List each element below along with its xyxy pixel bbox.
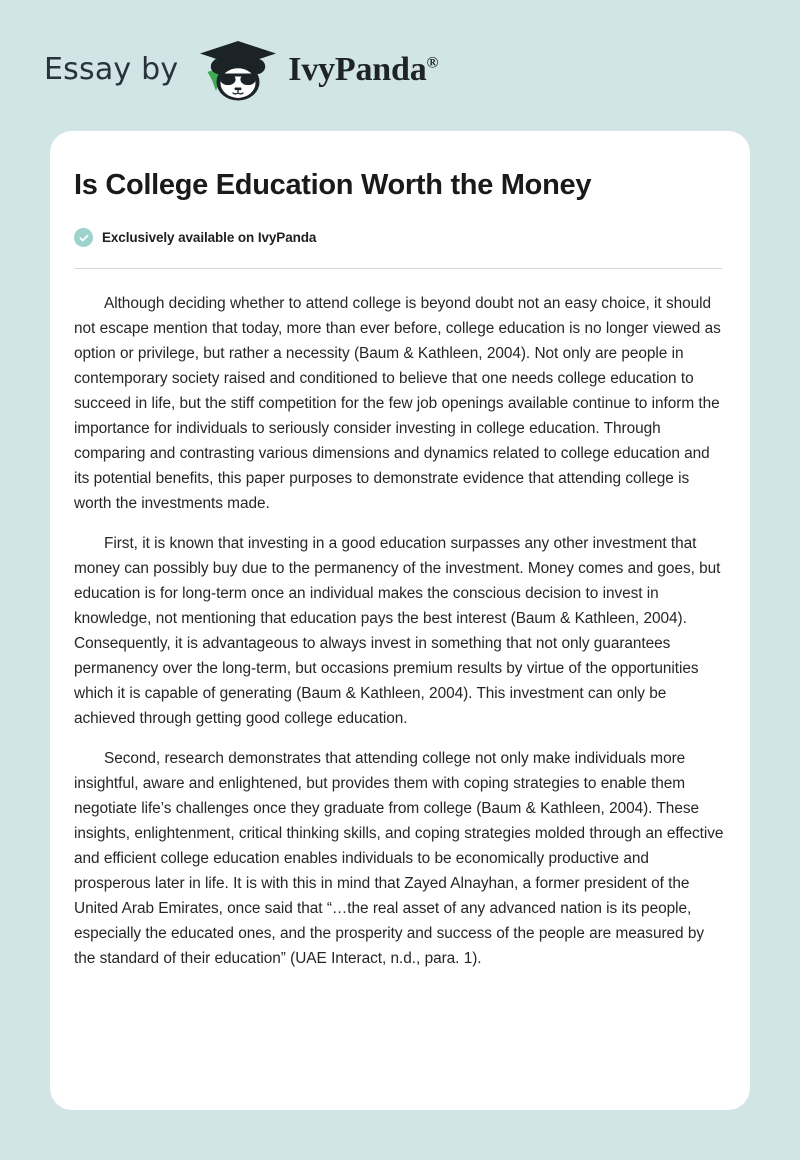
ivypanda-wordmark-text: IvyPanda [288, 51, 427, 88]
essay-paragraph: Although deciding whether to attend college is beyond doubt not an easy choice, it should not escape mention that today, more than ever before, college education is no longer viewed as option or privilege, but rather a necessity (Baum & Kathleen, 2004). Not only are people in contemporary society raised and conditioned to believe that one needs college education to succeed in life, but the stiff competition for the few job openings available continue to inform the importance for individuals to seriously consider investing in college education. Through comparing and contrasting various dimensions and dynamics related to college education and its potential benefits, this paper purposes to demonstrate evidence that attending college is worth the investments made. [74, 295, 721, 513]
essay-paragraph: Second, research demonstrates that attending college not only make individuals more insightful, aware and enlightened, but provides them with coping strategies to enable them negotiate life’s challenges once they graduate from college (Baum & Kathleen, 2004). These insights, enlightenment, critical thinking skills, and coping strategies molded through an effective and efficient college education enables individuals to be economically productive and prosperous later in life. It is with this in mind that Zayed Alnayhan, a former president of the United Arab Emirates, once said that “…the real asset of any advanced nation is its people, especially the educated ones, and the prosperity and success of the people are measured by the standard of their education” (UAE Interact, n.d., para. 1). [74, 750, 724, 968]
registered-trademark-mark: ® [426, 54, 439, 72]
check-circle-icon [74, 228, 93, 247]
essay-body [74, 291, 724, 971]
essay-card [50, 131, 750, 1110]
exclusivity-badge [74, 228, 726, 247]
ivypanda-wordmark [288, 53, 438, 87]
essay-paragraph: First, it is known that investing in a good education surpasses any other investment that money can possibly buy due to the permanency of the investment. Money comes and goes, but education is for long-term once an individual makes the conscious decision to invest in knowledge, not mentioning that education pays the best interest (Baum & Kathleen, 2004). Consequently, it is advantageous to always invest in something that not only guarantees permanency over the long-term, but occasions premium results by virtue of the opportunities which it is capable of generating (Baum & Kathleen, 2004). This investment can only be achieved through getting good college education. [74, 535, 721, 728]
header-divider [74, 268, 722, 269]
status-badge-label: Exclusively available on IvyPanda [102, 230, 317, 246]
page-title: Is College Education Worth the Money [74, 169, 592, 201]
essay-by-label: Essay by [44, 52, 179, 87]
brand-header [44, 38, 438, 102]
ivypanda-panda-graduation-cap-logo [194, 38, 282, 102]
